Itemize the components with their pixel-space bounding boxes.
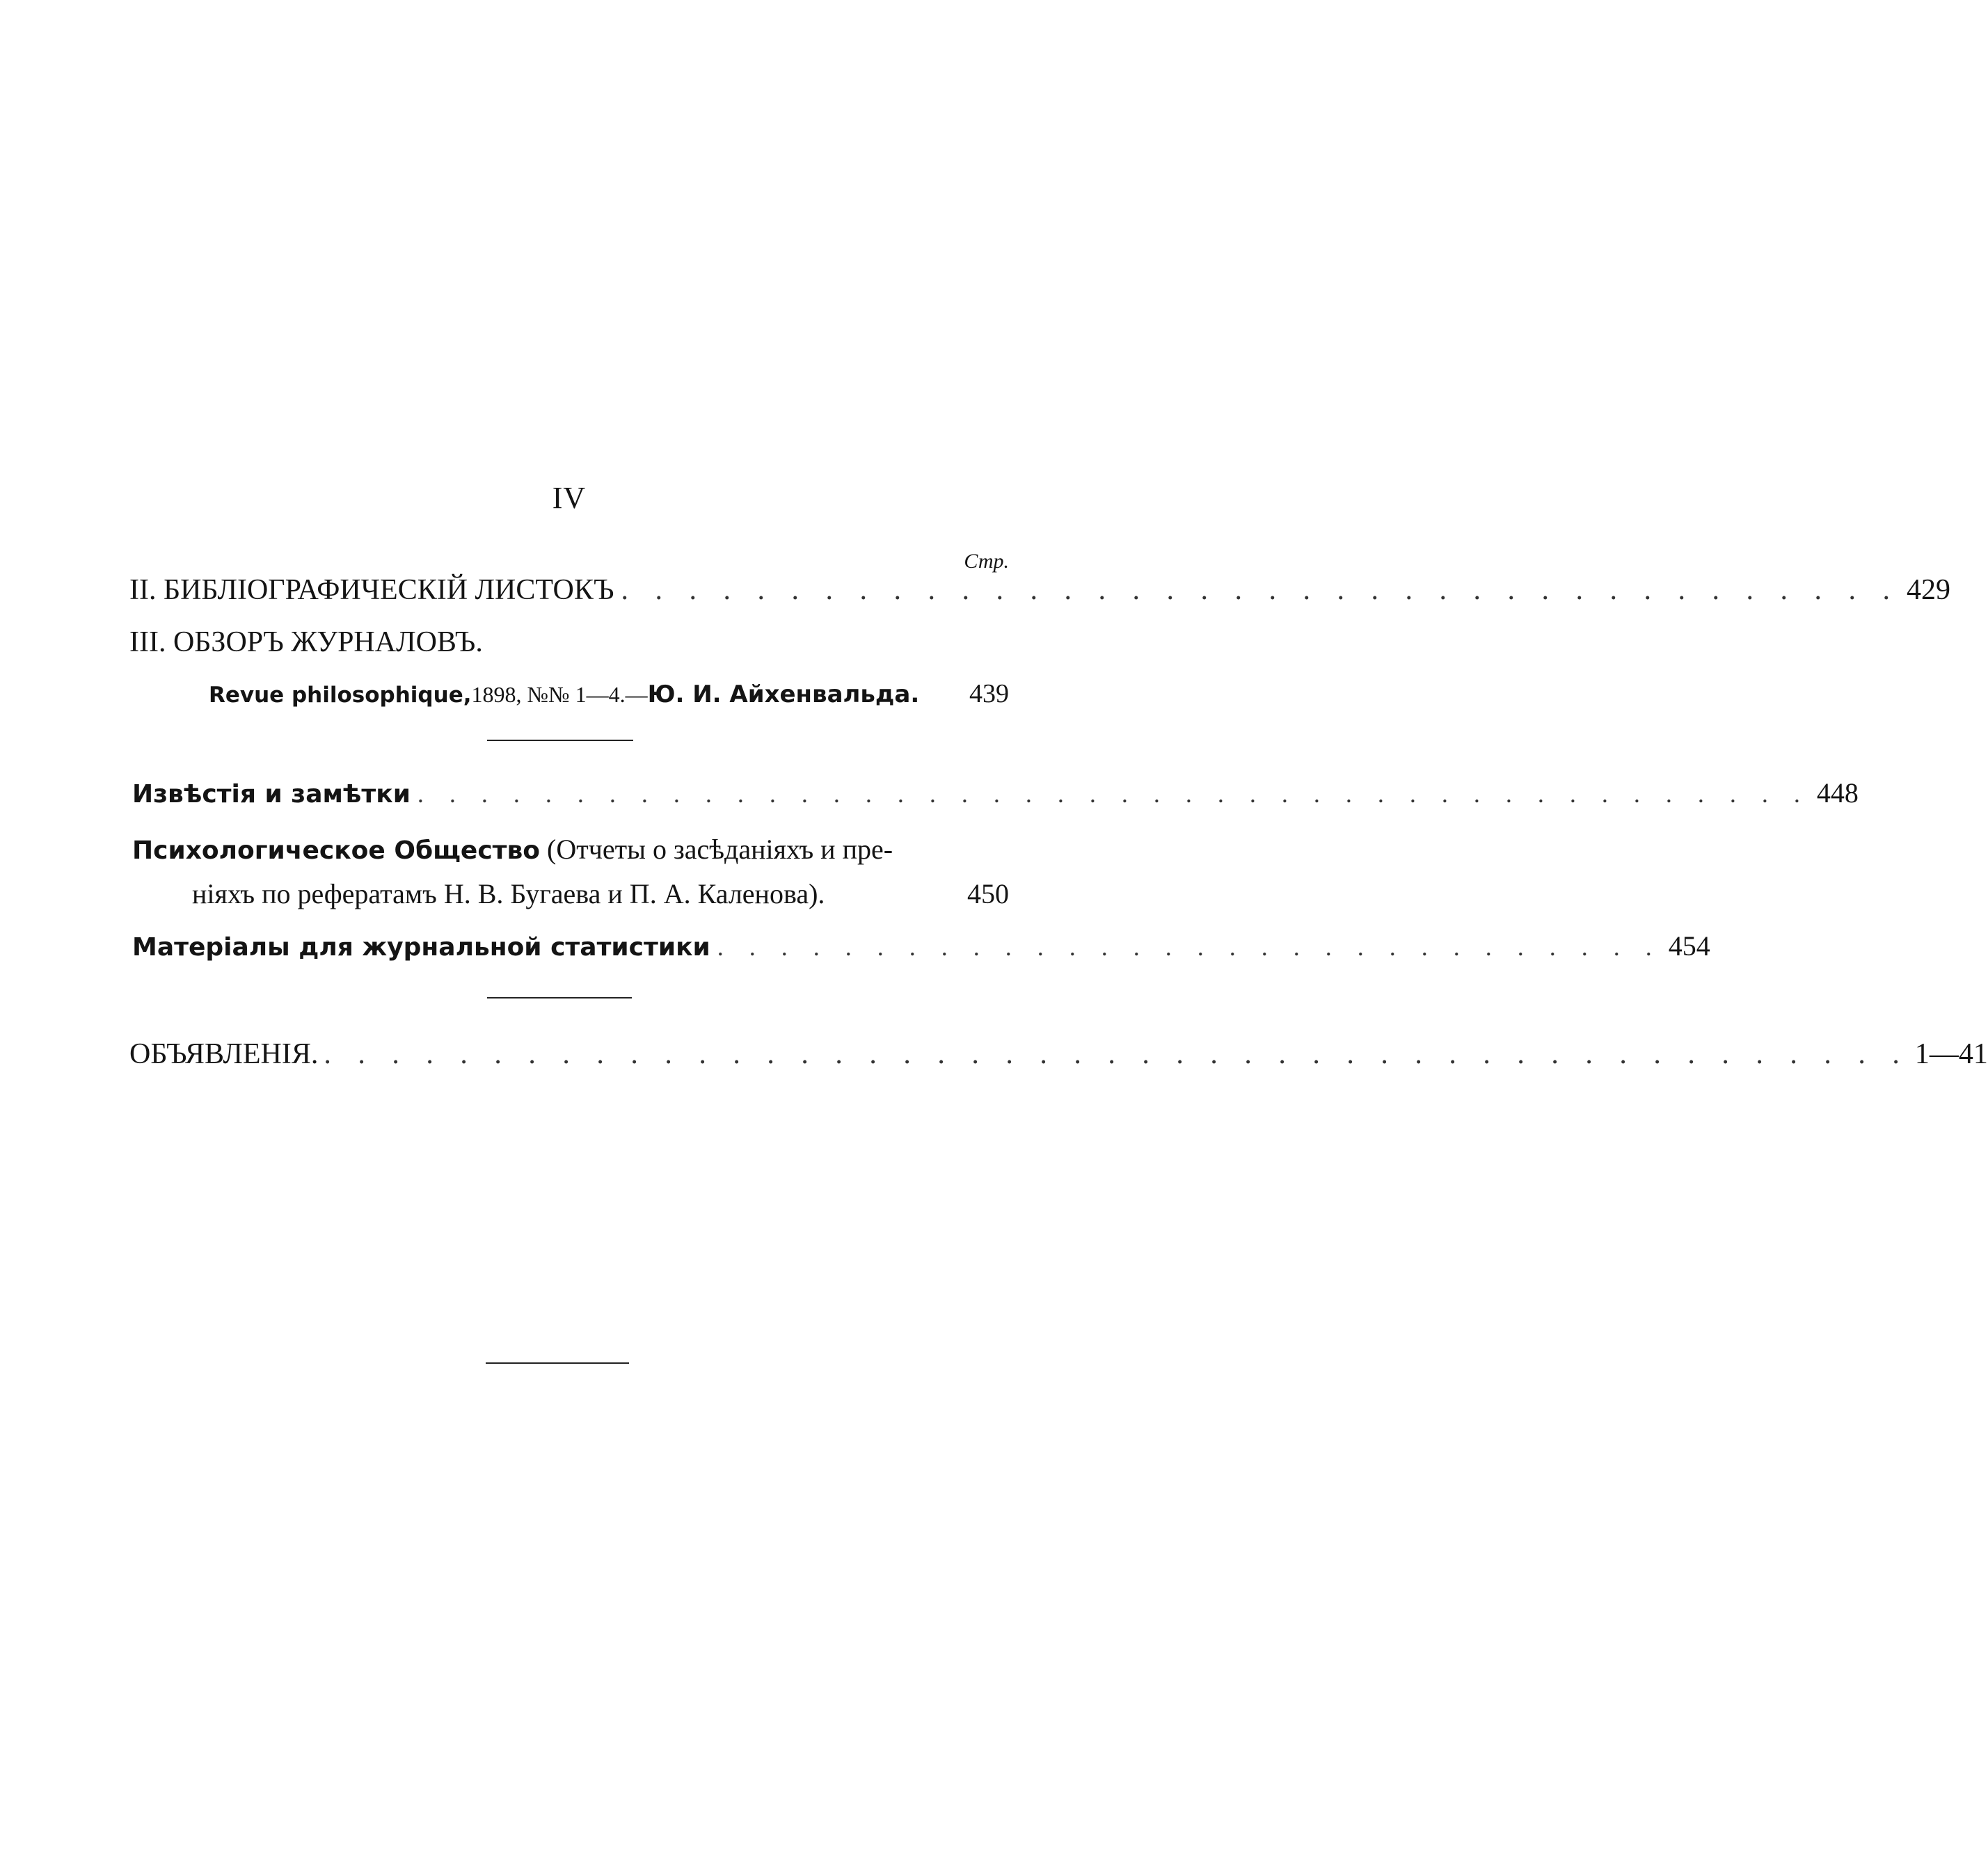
dot-leader: . . . . . . . . . . . . . . . . . . . . . . . . . . . . . . . . . . . . . . . . . . . . . . .	[324, 1038, 1909, 1070]
toc-entry-news	[132, 772, 1859, 815]
section-divider	[487, 997, 632, 998]
toc-entry-statistics	[132, 925, 1710, 969]
section-divider	[487, 740, 633, 741]
toc-entry-bibliography	[129, 571, 1950, 610]
review-author: Ю. И. Айхенвальда.	[647, 681, 920, 708]
page-number: IV	[552, 481, 587, 515]
toc-entry-ads	[129, 1035, 1988, 1074]
page-column-label: Стр.	[964, 550, 1009, 573]
toc-subentry-revue	[209, 676, 1009, 713]
toc-page-number: 1—41	[1914, 1038, 1988, 1070]
toc-entry-title: II. БИБЛІОГРАФИЧЕСКІЙ ЛИСТОКЪ	[129, 574, 614, 606]
journal-name: Revue philosophique,	[209, 683, 472, 708]
toc-page-number: 448	[1816, 777, 1859, 809]
toc-entry-title: Матеріалы для журнальной статистики	[132, 933, 710, 962]
journal-issue: 1898, №№ 1—4.—	[471, 682, 648, 707]
toc-entry-journals: III. ОБЗОРЪ ЖУРНАЛОВЪ.	[129, 626, 483, 658]
toc-entry-title: ОБЪЯВЛЕНІЯ.	[129, 1038, 319, 1070]
toc-entry-society	[132, 828, 1009, 916]
toc-entry-title: Психологическое Общество	[132, 836, 541, 865]
entry-description: (Отчеты о засѣданіяхъ и пре-	[540, 834, 893, 865]
toc-page-number: 454	[1668, 930, 1710, 962]
toc-entry-title: Извѣстія и замѣтки	[132, 780, 411, 809]
dot-leader: . . . . . . . . . . . . . . . . . . . . . . . . . . . . . . . . . . . . . . . . . . . .	[417, 780, 1810, 808]
entry-description-continued: ніяхъ по рефератамъ Н. В. Бугаева и П. А. Каленова).	[192, 878, 825, 909]
toc-page-number: 429	[1907, 574, 1950, 606]
toc-page-number: 450	[967, 878, 1009, 909]
closing-divider	[486, 1362, 629, 1364]
toc-page-number: 439	[969, 679, 1009, 708]
dot-leader: . . . . . . . . . . . . . . . . . . . . . . . . . . . . . .	[717, 933, 1662, 961]
dot-leader: . . . . . . . . . . . . . . . . . . . . . . . . . . . . . . . . . . . . . .	[621, 574, 1900, 606]
